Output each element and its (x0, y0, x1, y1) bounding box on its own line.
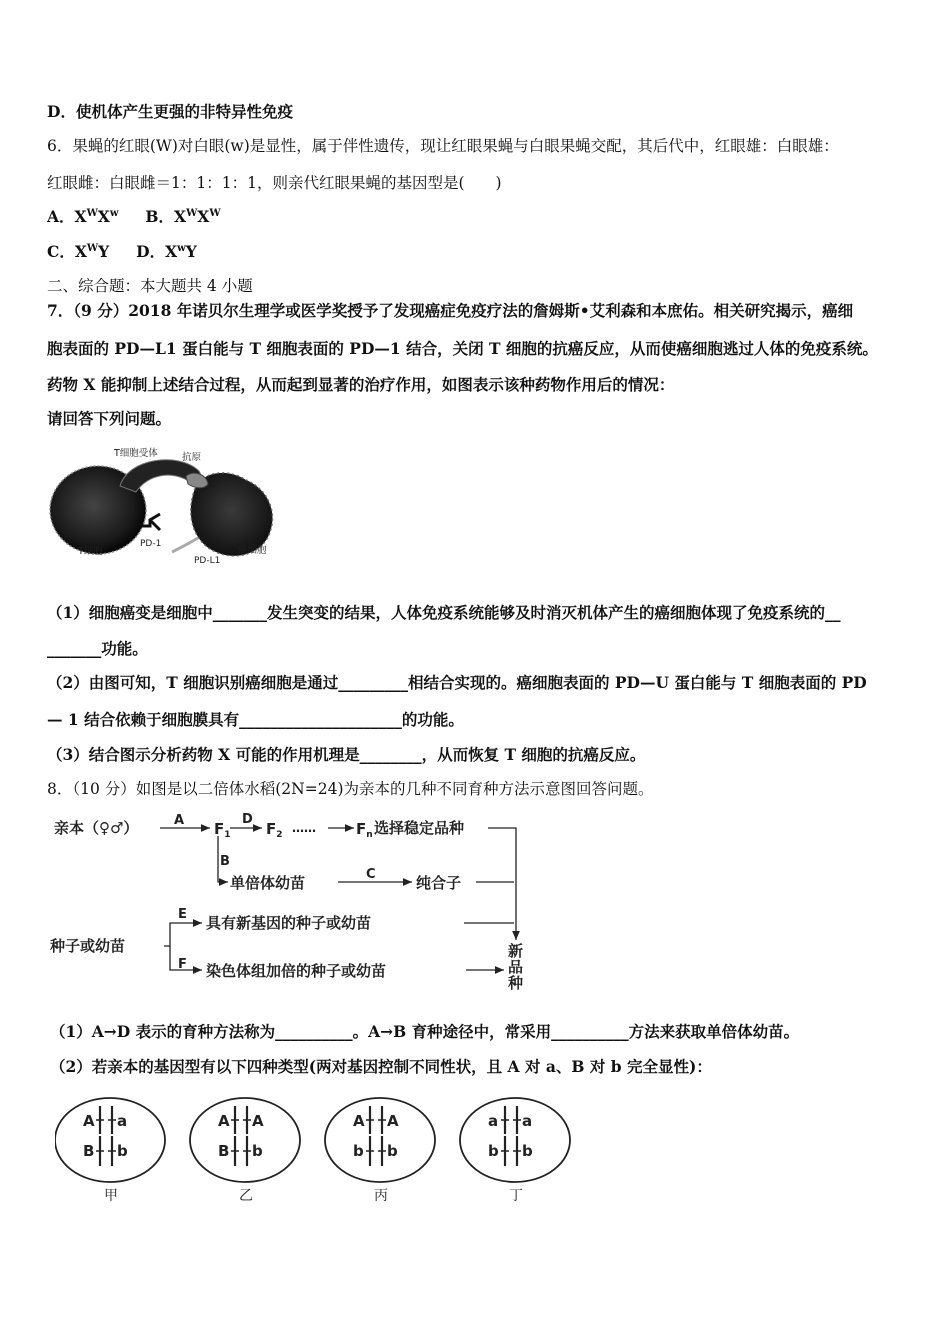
label-C: C (366, 867, 376, 882)
allele-right-2: b (252, 1142, 263, 1160)
cell-membrane (55, 1098, 165, 1182)
label-homozygote: 纯合子 (416, 874, 462, 892)
q8-breeding-diagram (48, 808, 568, 996)
label-E: E (178, 907, 187, 922)
q7-sub2-line1: （2）由图可知，T 细胞识别癌细胞是通过_________相结合实现的。癌细胞表面的 PD—U 蛋白能与 T 细胞表面的 PD (47, 673, 867, 692)
label-select-stable: 选择稳定品种 (374, 819, 465, 837)
allele-right-1: a (117, 1112, 128, 1130)
label-cancer-cell: 癌细胞 (238, 545, 267, 556)
allele-right-1: a (522, 1112, 533, 1130)
label-doubled: 染色体组加倍的种子或幼苗 (206, 962, 387, 980)
label-D: D (242, 812, 253, 827)
q7-figure (48, 440, 283, 575)
label-pd1: PD-1 (140, 539, 162, 549)
genotype-cell-4 (460, 1098, 570, 1204)
cell-name-label: 丁 (509, 1188, 523, 1204)
cell-membrane (325, 1098, 435, 1182)
q7-line2: 胞表面的 PD—L1 蛋白能与 T 细胞表面的 PD—1 结合，关闭 T 细胞的抗癌反应，从而使癌细胞逃过人体的免疫系统。 (47, 339, 878, 358)
seed-branch (164, 923, 202, 946)
allele-left-1: A (353, 1112, 365, 1130)
label-A: A (174, 813, 185, 828)
genotype-cell-3 (325, 1098, 435, 1204)
allele-right-1: A (252, 1112, 264, 1130)
label-Fn: $F_n$ (356, 820, 373, 840)
label-B: B (220, 854, 230, 869)
label-new-variety-2: 品 (508, 958, 524, 976)
q8-sub1: （1）A→D 表示的育种方法称为__________。A→B 育种途径中，常采用__________方法来获取单倍体幼苗。 (50, 1022, 800, 1041)
cell-name-label: 丙 (374, 1188, 388, 1204)
allele-left-2: B (83, 1142, 95, 1160)
allele-right-2: b (117, 1142, 128, 1160)
label-new-variety-3: 种 (508, 974, 524, 992)
allele-left-1: A (218, 1112, 230, 1130)
q7-sub1-line2: _______功能。 (47, 639, 148, 658)
cell-name-label: 乙 (239, 1188, 253, 1204)
q7-line3: 药物 X 能抑制上述结合过程，从而起到显著的治疗作用，如图表示该种药物作用后的情况： (47, 375, 675, 394)
q7-sub3: （3）结合图示分析药物 X 可能的作用机理是________，从而恢复 T 细胞的抗癌反应。 (47, 745, 646, 764)
q7-sub2-line2: — 1 结合依赖于细胞膜具有_____________________的功能。 (47, 710, 464, 729)
allele-left-2: B (218, 1142, 230, 1160)
label-F: F (178, 957, 187, 972)
allele-left-1: a (488, 1112, 499, 1130)
q8-line1: 8．（10 分）如图是以二倍体水稻(2N=24)为亲本的几种不同育种方法示意图回答问题。 (47, 780, 654, 798)
q6-stem-line1: 6．果蝇的红眼(W)对白眼(w)是显性，属于伴性遗传，现让红眼果蝇与白眼果蝇交配，其后代中，红眼雄：白眼雄： (47, 137, 839, 155)
allele-left-2: b (488, 1142, 499, 1160)
label-pdl1: PD-L1 (194, 556, 221, 566)
allele-right-1: A (387, 1112, 399, 1130)
cell-membrane (460, 1098, 570, 1182)
section2-heading: 二、综合题：本大题共 4 小题 (47, 277, 253, 295)
label-seed: 种子或幼苗 (50, 937, 126, 955)
q6-option-c: C．$X^WY$ (47, 242, 110, 261)
allele-left-2: b (353, 1142, 364, 1160)
label-new-variety-1: 新 (508, 942, 524, 960)
q5-option-d: D．使机体产生更强的非特异性免疫 (47, 102, 293, 121)
q7-line4: 请回答下列问题。 (47, 409, 172, 428)
allele-right-2: b (387, 1142, 398, 1160)
q7-line1: 7．（9 分）2018 年诺贝尔生理学或医学奖授予了发现癌症免疫疗法的詹姆斯•艾利森和本庶佑。相关研究揭示，癌细 (47, 301, 854, 320)
q6-option-a: A．$X^WX^w$ (47, 207, 119, 226)
q8-genotype-cells (55, 1092, 585, 1212)
allele-right-2: b (522, 1142, 533, 1160)
label-t-receptor: T细胞受体 (114, 448, 158, 459)
label-dots: …… (292, 821, 316, 835)
antigen (186, 473, 208, 488)
q8-sub2: （2）若亲本的基因型有以下四种类型(两对基因控制不同性状，且 A 对 a、B 对 b 完全显性)： (50, 1057, 712, 1076)
label-antigen: 抗原 (182, 452, 202, 463)
q6-options-cd (47, 242, 197, 262)
cell-name-label: 甲 (104, 1188, 118, 1204)
q6-stem-line2: 红眼雌：白眼雌＝1：1：1：1，则亲代红眼果蝇的基因型是( ) (47, 174, 502, 192)
genotype-cell-2 (190, 1098, 300, 1204)
label-F2: $F_2$ (266, 820, 283, 840)
label-new-gene: 具有新基因的种子或幼苗 (206, 914, 372, 932)
cell-membrane (190, 1098, 300, 1182)
label-parent: 亲本（♀♂） (54, 819, 139, 837)
label-F1: $F_1$ (214, 820, 231, 840)
allele-left-1: A (83, 1112, 95, 1130)
pdl1-protein (172, 538, 198, 552)
q6-option-d: D．$X^wY$ (136, 242, 197, 261)
label-t-cell: T细胞 (78, 546, 103, 557)
genotype-cell-1 (55, 1098, 165, 1204)
q6-options-ab (47, 207, 221, 227)
q7-sub1-line1: （1）细胞癌变是细胞中_______发生突变的结果，人体免疫系统能够及时消灭机体产生的癌细胞体现了免疫系统的__ (47, 603, 841, 622)
q6-option-b: B．$X^WX^W$ (145, 207, 221, 226)
label-haploid: 单倍体幼苗 (230, 874, 306, 892)
